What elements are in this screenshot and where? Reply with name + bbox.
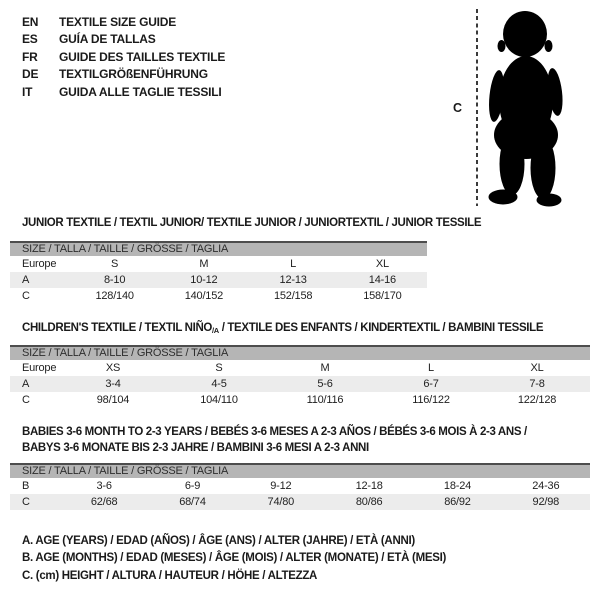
size-header-bar: SIZE / TALLA / TAILLE / GRÖSSE / TAGLIA bbox=[10, 345, 590, 360]
size-cell: 5-6 bbox=[317, 378, 333, 390]
size-header-bar: SIZE / TALLA / TAILLE / GRÖSSE / TAGLIA bbox=[10, 241, 427, 256]
size-cell: 8-10 bbox=[104, 274, 126, 286]
size-cell: 110/116 bbox=[306, 394, 344, 406]
size-cell: 3-4 bbox=[105, 378, 121, 390]
size-header-bar: SIZE / TALLA / TAILLE / GRÖSSE / TAGLIA bbox=[10, 463, 590, 478]
size-cell: 68/74 bbox=[179, 496, 206, 508]
size-cell: 4-5 bbox=[211, 378, 227, 390]
size-cell: 122/128 bbox=[517, 394, 557, 406]
babies-title-line1: BABIES 3-6 MONTH TO 2-3 YEARS / BEBÉS 3-6 MESES A 2-3 AÑOS / BÉBÉS 3-6 MOIS À 2-3 ANS / bbox=[22, 426, 527, 438]
row-label: Europe bbox=[22, 258, 57, 270]
children-title-post: / TEXTILE DES ENFANTS / KINDERTEXTIL / BAMBINI TESSILE bbox=[218, 322, 544, 334]
size-cell: XS bbox=[105, 362, 121, 374]
row-label: C bbox=[22, 394, 30, 406]
size-cell: 86/92 bbox=[444, 496, 471, 508]
size-cell: 98/104 bbox=[96, 394, 130, 406]
size-cell: S bbox=[215, 362, 223, 374]
size-cell: 7-8 bbox=[529, 378, 545, 390]
language-list bbox=[22, 13, 225, 101]
size-cell: M bbox=[199, 258, 209, 270]
language-code: FR bbox=[22, 49, 38, 64]
size-cell: 12-18 bbox=[355, 480, 383, 492]
table-row-months bbox=[10, 478, 590, 494]
size-cell: 62/68 bbox=[90, 496, 118, 508]
size-cell: M bbox=[320, 362, 330, 374]
language-row bbox=[22, 48, 225, 66]
size-cell: XL bbox=[375, 258, 389, 270]
row-label: A bbox=[22, 378, 30, 390]
note-height: C. (cm) HEIGHT / ALTURA / HAUTEUR / HÖHE / ALTEZZA bbox=[22, 569, 318, 582]
size-cell: 3-6 bbox=[96, 480, 112, 492]
size-cell: L bbox=[428, 362, 434, 374]
language-label: GUIDE DES TAILLES TEXTILE bbox=[59, 49, 226, 64]
height-marker-label: C bbox=[453, 101, 463, 115]
language-row bbox=[22, 13, 225, 31]
size-cell: 18-24 bbox=[443, 480, 472, 492]
size-cell: 92/98 bbox=[532, 496, 560, 508]
size-cell: 14-16 bbox=[368, 274, 396, 286]
children-section-title bbox=[22, 320, 543, 339]
language-row bbox=[22, 66, 225, 84]
size-cell: L bbox=[290, 258, 297, 270]
size-cell: 10-12 bbox=[190, 274, 218, 286]
junior-size-table bbox=[10, 241, 427, 304]
table-row-age bbox=[10, 376, 590, 392]
language-code: IT bbox=[22, 84, 33, 99]
row-label: A bbox=[22, 274, 30, 286]
table-row-age bbox=[10, 272, 427, 288]
size-cell: 12-13 bbox=[279, 274, 307, 286]
baby-figure bbox=[440, 0, 600, 215]
babies-section-title bbox=[22, 424, 527, 456]
language-label: TEXTILGRÖßENFÜHRUNG bbox=[59, 67, 208, 82]
language-code: EN bbox=[22, 14, 39, 29]
children-title-pre: CHILDREN'S TEXTILE / TEXTIL NIÑO bbox=[22, 322, 213, 334]
legend-notes bbox=[22, 535, 446, 587]
babies-title-line2: BABYS 3-6 MONATE BIS 2-3 JAHRE / BAMBINI 3-6 MESI A 2-3 ANNI bbox=[22, 442, 369, 454]
language-label: TEXTILE SIZE GUIDE bbox=[59, 14, 177, 29]
size-cell: XL bbox=[530, 362, 544, 374]
size-cell: 140/152 bbox=[184, 290, 224, 302]
row-label: C bbox=[22, 290, 30, 302]
size-cell: 6-9 bbox=[184, 480, 201, 492]
language-code: ES bbox=[22, 32, 38, 47]
language-label: GUÍA DE TALLAS bbox=[59, 32, 156, 47]
note-age-months: B. AGE (MONTHS) / EDAD (MESES) / ÂGE (MOIS) / ALTER (MONATE) / ETÀ (MESI) bbox=[22, 552, 447, 565]
size-cell: 116/122 bbox=[412, 394, 450, 406]
babies-size-table bbox=[10, 463, 590, 510]
row-label: B bbox=[22, 480, 30, 492]
baby-silhouette-icon bbox=[487, 7, 591, 209]
table-row-height bbox=[10, 392, 590, 408]
language-row bbox=[22, 31, 225, 49]
language-row bbox=[22, 83, 225, 101]
size-cell: S bbox=[111, 258, 119, 270]
children-title-sub: /A bbox=[212, 326, 219, 335]
size-cell: 152/158 bbox=[273, 290, 313, 302]
note-age-years: A. AGE (YEARS) / EDAD (AÑOS) / ÂGE (ANS) / ALTER (JAHRE) / ETÀ (ANNI) bbox=[22, 535, 415, 547]
height-dotted-line bbox=[476, 9, 478, 206]
language-label: GUIDA ALLE TAGLIE TESSILI bbox=[59, 84, 222, 99]
size-cell: 158/170 bbox=[363, 290, 402, 302]
table-row-europe bbox=[10, 256, 427, 272]
size-cell: 9-12 bbox=[270, 480, 292, 492]
size-cell: 74/80 bbox=[267, 496, 295, 508]
size-cell: 80/86 bbox=[355, 496, 383, 508]
size-cell: 6-7 bbox=[423, 378, 439, 390]
size-cell: 128/140 bbox=[95, 290, 134, 302]
table-row-height bbox=[10, 494, 590, 510]
row-label: C bbox=[22, 496, 30, 508]
children-size-table bbox=[10, 345, 590, 408]
table-row-height bbox=[10, 288, 427, 304]
language-code: DE bbox=[22, 67, 39, 82]
size-cell: 24-36 bbox=[532, 480, 560, 492]
junior-section-title: JUNIOR TEXTILE / TEXTIL JUNIOR/ TEXTILE JUNIOR / JUNIORTEXTIL / JUNIOR TESSILE bbox=[22, 217, 482, 229]
size-cell: 104/110 bbox=[200, 394, 238, 406]
table-row-europe bbox=[10, 360, 590, 376]
row-label: Europe bbox=[22, 362, 57, 374]
